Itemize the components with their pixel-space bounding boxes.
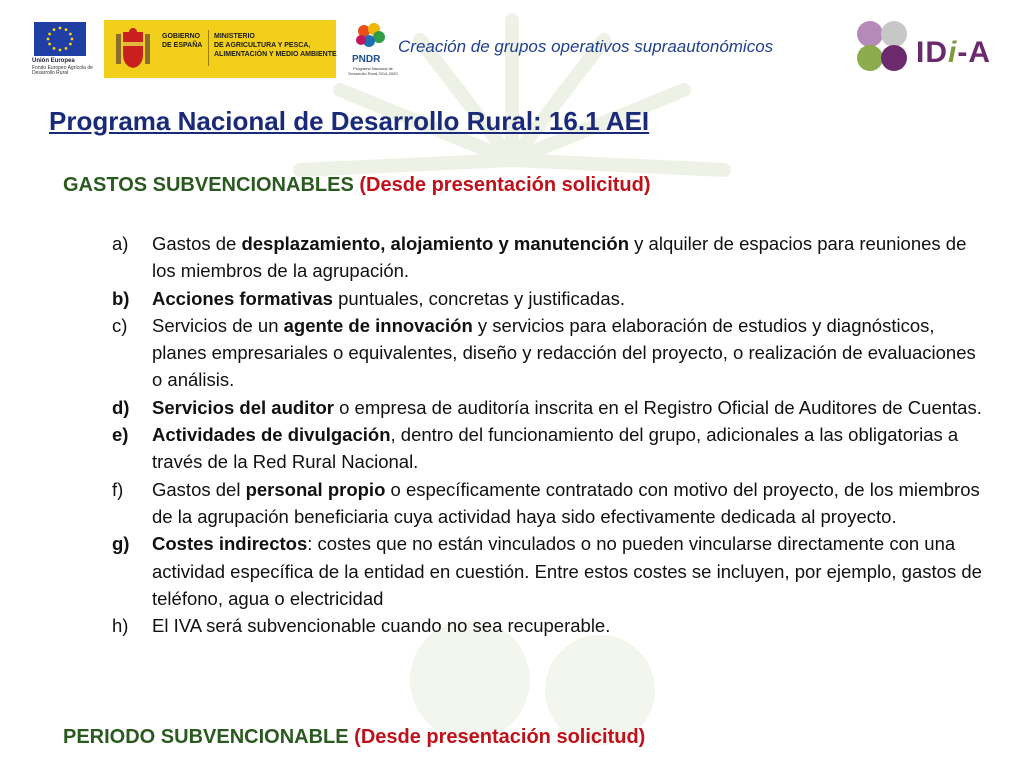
section-label: PERIODO SUBVENCIONABLE	[63, 726, 349, 748]
list-item-text	[152, 394, 987, 421]
list-item	[112, 612, 987, 639]
emphasis-text: Acciones formativas	[152, 287, 333, 309]
ministerio-line-3: ALIMENTACIÓN Y MEDIO AMBIENTE	[214, 51, 337, 58]
gobierno-line-2: DE ESPAÑA	[162, 42, 203, 49]
body-text: Gastos de	[152, 233, 242, 254]
body-text: , dentro del funcionamiento del grupo, adicionales a las obligatorias a través de la Red Rural Nacional.	[152, 424, 959, 473]
body-text: o específicamente contratado con motivo del proyecto, de los miembros de la agrupación beneficiaria cuya actividad haya sido efectivamente dedicada al proyecto.	[152, 478, 980, 527]
header-subtitle: Creación de grupos operativos supraautonómicos	[398, 37, 774, 56]
list-item-marker: b)	[112, 287, 130, 309]
emphasis-text: agente de innovación	[283, 314, 473, 336]
body-text: El IVA será subvencionable cuando no sea recuperable.	[152, 615, 611, 637]
pndr-mark-icon	[352, 22, 388, 52]
list-item-marker: d)	[112, 396, 130, 418]
emphasis-text: Costes indirectos	[152, 533, 308, 555]
list-item-text	[152, 312, 987, 394]
section-note: (Desde presentación solicitud)	[354, 726, 646, 748]
section-heading-gastos	[63, 174, 651, 197]
list-item-text	[152, 530, 987, 612]
list-item-text	[152, 476, 987, 531]
eu-logo-text: Unión Europea	[32, 58, 75, 64]
pndr-logo-text: PNDR	[352, 54, 381, 65]
idia-logo-part2: i	[948, 36, 958, 69]
list-item-text	[152, 612, 987, 639]
list-item-text	[152, 285, 987, 312]
idia-circles-icon	[852, 18, 914, 76]
body-text: Servicios de un	[152, 314, 284, 336]
section-heading-periodo	[63, 726, 645, 749]
emphasis-text: Actividades de divulgación	[152, 424, 391, 446]
pndr-logo	[344, 20, 398, 78]
list-item-marker: c)	[112, 314, 128, 336]
pndr-logo-subtext: Programa Nacional de Desarrollo Rural 2014-2020	[348, 66, 398, 76]
list-item-text	[152, 230, 987, 285]
emphasis-text: personal propio	[245, 478, 386, 500]
list-item	[112, 230, 987, 285]
emphasis-text: Servicios del auditor	[152, 396, 334, 418]
body-text: y servicios para elaboración de estudios y diagnósticos, planes empresariales o equivalentes, diseño y redacción del proyecto, o realización de evaluaciones o análisis.	[152, 314, 976, 391]
list-item-marker: g)	[112, 533, 130, 555]
list-item	[112, 530, 987, 612]
page-title: Programa Nacional de Desarrollo Rural: 16.1 AEI	[49, 106, 650, 136]
list-item	[112, 421, 987, 476]
emphasis-text: desplazamiento, alojamiento y manutención	[241, 233, 630, 254]
gobierno-line-1: GOBIERNO	[162, 33, 201, 40]
list-item-marker: e)	[112, 424, 129, 446]
gobierno-logo	[104, 20, 336, 78]
idia-logo-part1: ID	[916, 36, 948, 69]
eu-logo	[28, 20, 96, 78]
list-item-marker: h)	[112, 615, 129, 637]
body-text: : costes que no están vinculados o no pueden vincularse directamente con una actividad específica de la entidad en cuestión. Entre estos costes se incluyen, por ejemplo, gastos de teléfono, agua o electricidad	[152, 533, 982, 609]
body-text: puntuales, concretas y justificadas.	[332, 287, 626, 309]
body-text: y alquiler de espacios para reuniones de los miembros de la agrupación.	[152, 233, 967, 282]
body-text: Gastos del	[152, 478, 246, 500]
idia-logo-part3: -A	[957, 36, 991, 69]
ministerio-line-1: MINISTERIO	[214, 33, 255, 40]
expenses-list	[112, 230, 987, 639]
body-text: o empresa de auditoría inscrita en el Registro Oficial de Auditores de Cuentas.	[333, 396, 982, 418]
list-item	[112, 285, 987, 312]
list-item-marker: a)	[112, 233, 129, 254]
eu-logo-subtext: Fondo Europeo Agrícola de Desarrollo Rural	[32, 65, 93, 76]
ministerio-line-2: DE AGRICULTURA Y PESCA,	[214, 42, 311, 49]
list-item-marker: f)	[112, 478, 124, 500]
section-label: GASTOS SUBVENCIONABLES	[63, 174, 354, 196]
list-item	[112, 312, 987, 394]
section-note: (Desde presentación solicitud)	[359, 174, 651, 196]
idia-logo	[852, 18, 996, 76]
coat-of-arms-icon	[114, 28, 152, 70]
list-item	[112, 394, 987, 421]
list-item-text	[152, 421, 987, 476]
list-item	[112, 476, 987, 531]
